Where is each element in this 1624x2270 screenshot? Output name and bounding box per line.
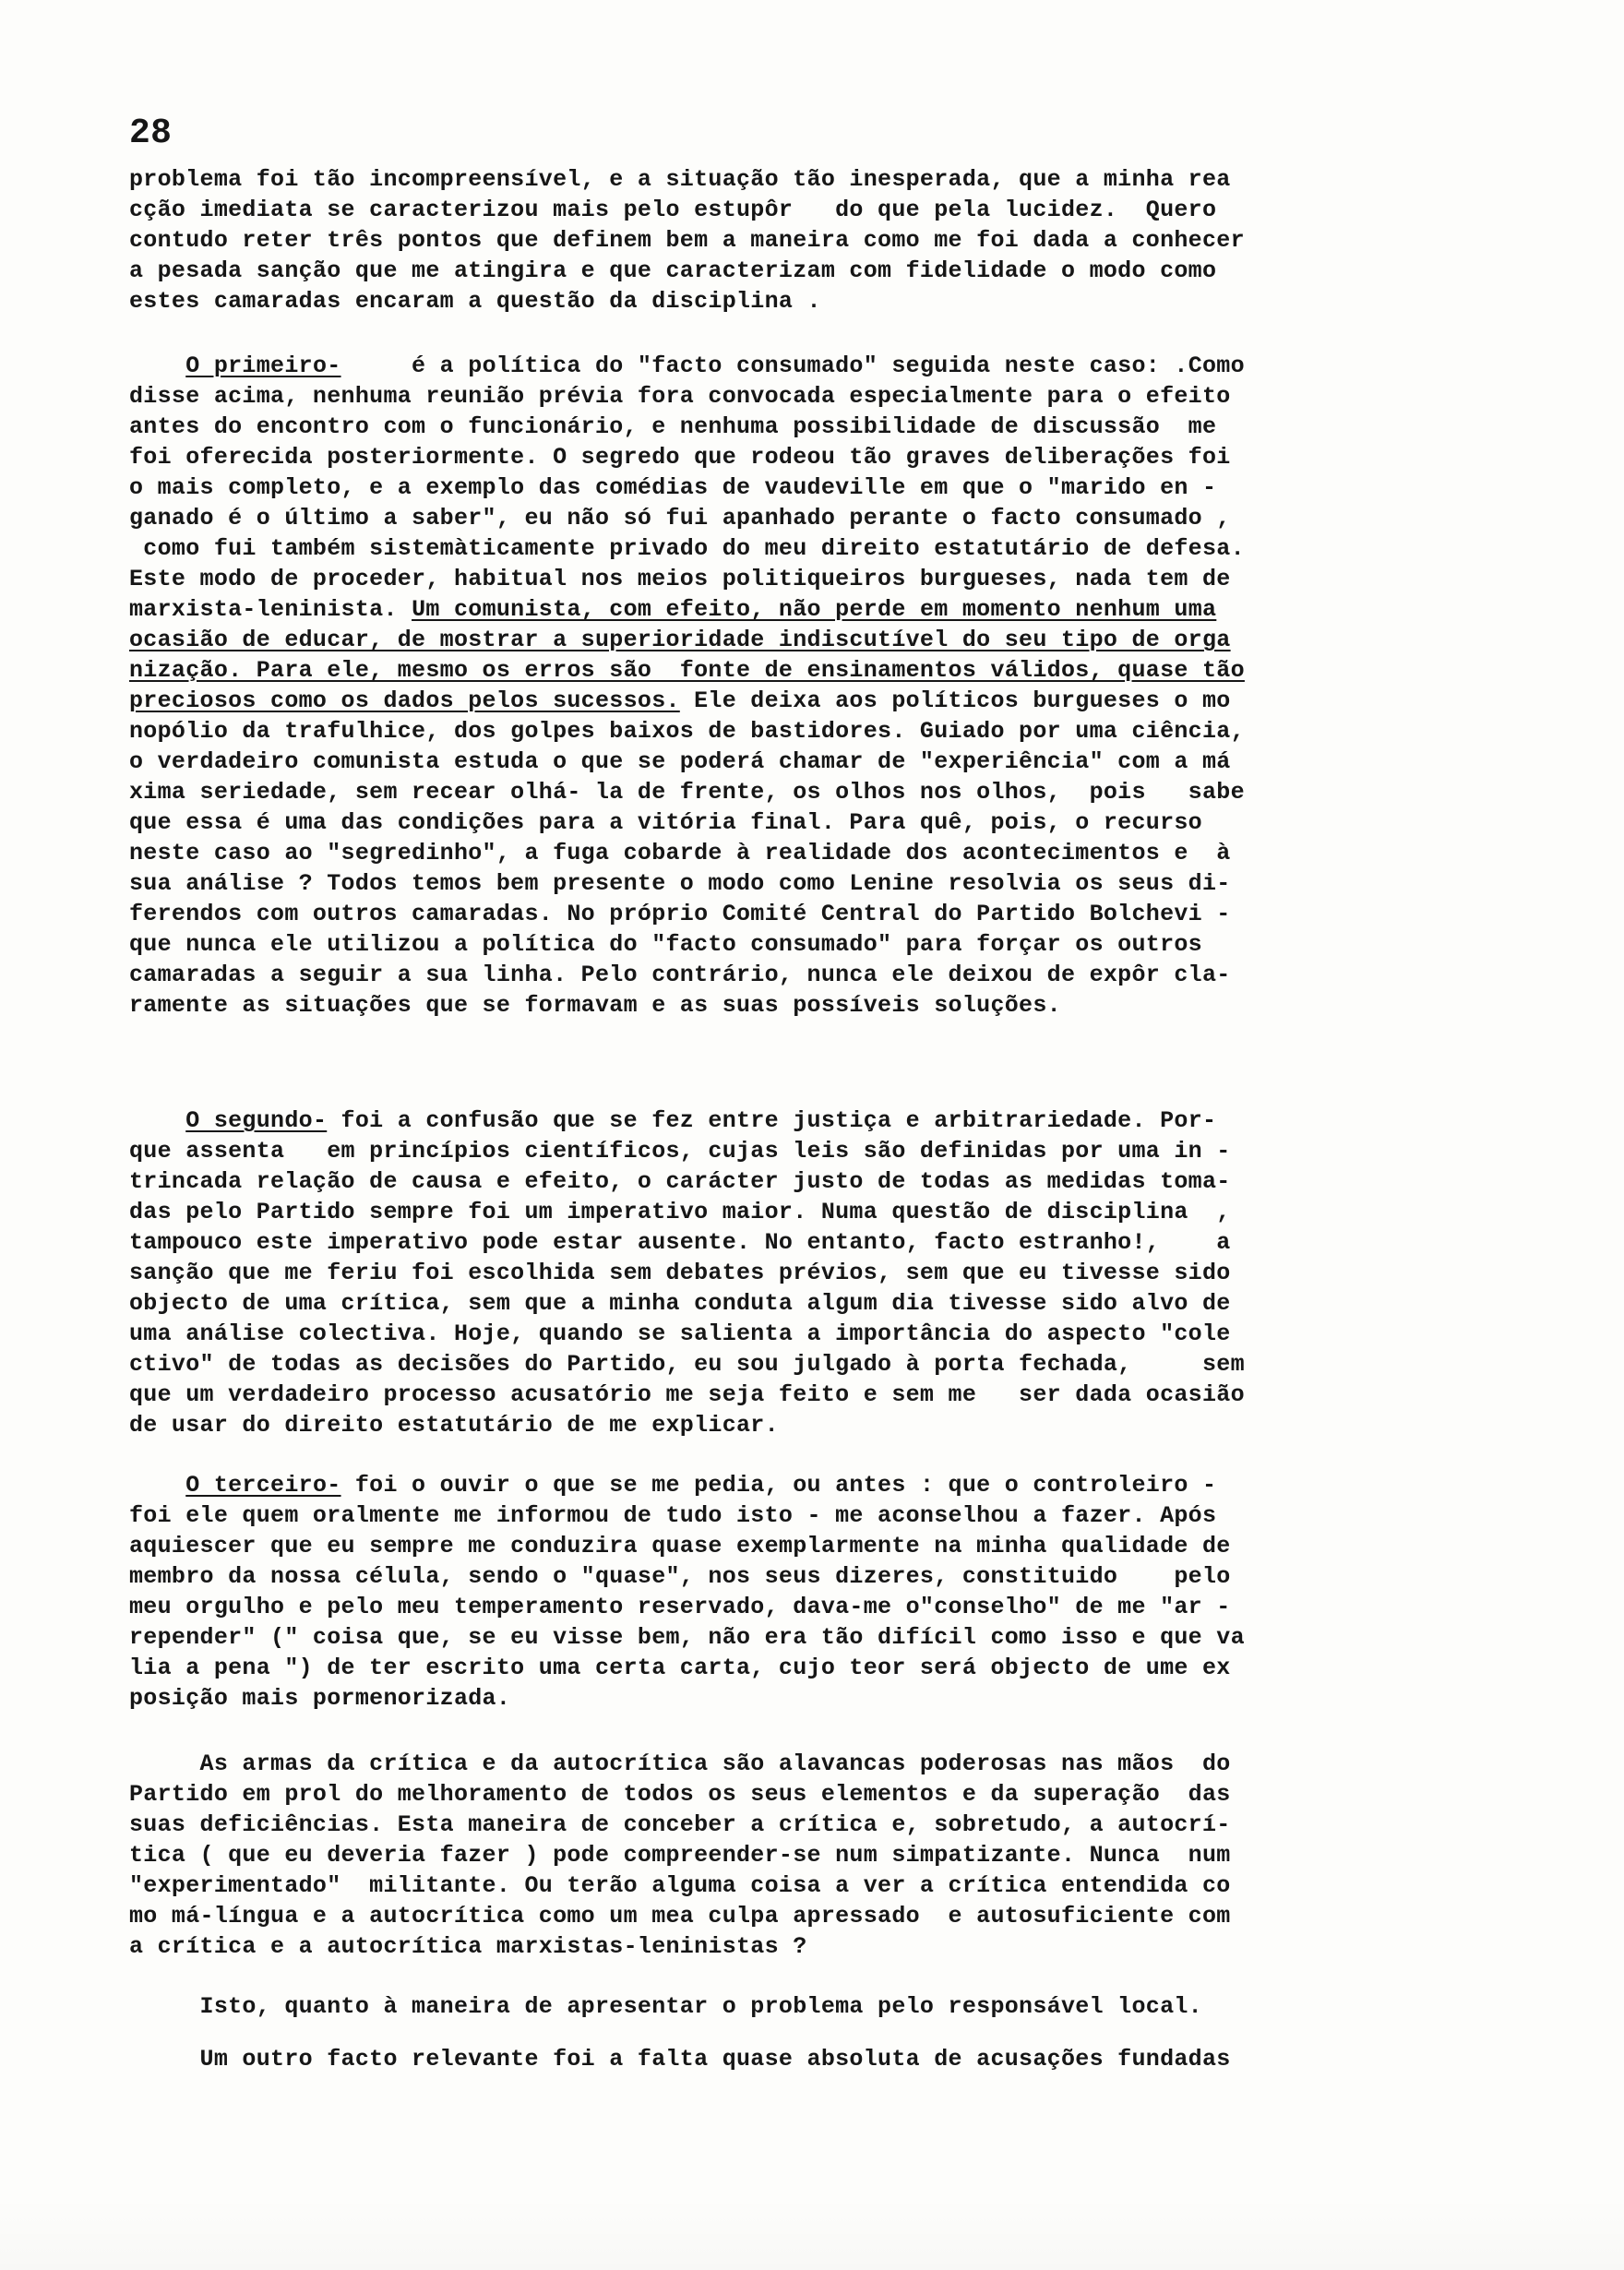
section-heading-primeiro: O primeiro-: [185, 352, 341, 379]
text-line: As armas da crítica e da autocrítica são alavancas poderosas nas mãos do: [129, 1750, 1231, 1777]
text-line: como fui também sistemàticamente privado do meu direito estatutário de defesa.: [129, 535, 1245, 562]
text-line: que essa é uma das condições para a vitória final. Para quê, pois, o recurso: [129, 809, 1202, 836]
paragraph-primeiro: [129, 351, 1541, 1021]
text-line: Partido em prol do melhoramento de todos os seus elementos e da superação das: [129, 1781, 1231, 1808]
text-line: disse acima, nenhuma reunião prévia fora convocada especialmente para o efeito: [129, 383, 1231, 410]
text-line: Este modo de proceder, habitual nos meios politiqueiros burgueses, nada tem de: [129, 566, 1231, 592]
text-line: a crítica e a autocrítica marxistas-leninistas ?: [129, 1933, 807, 1960]
text-line: Um outro facto relevante foi a falta quase absoluta de acusações fundadas: [129, 2046, 1231, 2073]
paragraph-isto: [129, 1991, 1541, 2022]
text-line: mo má-língua e a autocrítica como um mea culpa apressado e autosuficiente com: [129, 1903, 1231, 1930]
text-line: neste caso ao "segredinho", a fuga cobarde à realidade dos acontecimentos e à: [129, 840, 1231, 866]
text-line: sanção que me feriu foi escolhida sem debates prévios, sem que eu tivesse sido: [129, 1260, 1231, 1286]
text-line: membro da nossa célula, sendo o "quase", nos seus dizeres, constituido pelo: [129, 1563, 1231, 1590]
text-line: sua análise ? Todos temos bem presente o modo como Lenine resolvia os seus di-: [129, 870, 1231, 897]
text-line: aquiescer que eu sempre me conduzira quase exemplarmente na minha qualidade de: [129, 1533, 1231, 1559]
section-heading-terceiro: O terceiro-: [185, 1472, 341, 1499]
page-shadow: [0, 2196, 1624, 2270]
text-line: contudo reter três pontos que definem bem a maneira como me foi dada a conhecer: [129, 227, 1245, 254]
text-line: ferendos com outros camaradas. No próprio Comité Central do Partido Bolchevi -: [129, 901, 1231, 927]
text-line: lia a pena ") de ter escrito uma certa carta, cujo teor será objecto de ume ex: [129, 1655, 1231, 1681]
text-line: [129, 655, 1541, 686]
text-line: preciosos como os dados pelos sucessos. Ele deixa aos políticos burgueses o mo: [129, 687, 1231, 714]
text-line: nopólio da trafulhice, dos golpes baixos de bastidores. Guiado por uma ciência,: [129, 718, 1245, 745]
text-line: das pelo Partido sempre foi um imperativo maior. Numa questão de disciplina ,: [129, 1199, 1231, 1225]
text-line: meu orgulho e pelo meu temperamento reservado, dava-me o"conselho" de me "ar -: [129, 1594, 1231, 1620]
underlined-passage: preciosos como os dados pelos sucessos.: [129, 687, 680, 714]
text-line: o verdadeiro comunista estuda o que se poderá chamar de "experiência" com a má: [129, 748, 1231, 775]
paragraph-terceiro: [129, 1470, 1541, 1714]
text-line: camaradas a seguir a sua linha. Pelo contrário, nunca ele deixou de expôr cla-: [129, 962, 1231, 988]
text-line: uma análise colectiva. Hoje, quando se salienta a importância do aspecto "cole: [129, 1320, 1231, 1347]
text-line: Isto, quanto à maneira de apresentar o problema pelo responsável local.: [129, 1993, 1202, 2020]
underlined-passage: nização. Para ele, mesmo os erros são fonte de ensinamentos válidos, quase tão: [129, 657, 1245, 684]
paragraph-intro: [129, 164, 1541, 317]
text-line: que um verdadeiro processo acusatório me seja feito e sem me ser dada ocasião: [129, 1381, 1245, 1408]
text-line: trincada relação de causa e efeito, o carácter justo de todas as medidas toma-: [129, 1168, 1231, 1195]
section-heading-segundo: O segundo-: [185, 1107, 328, 1134]
text-line: foi ele quem oralmente me informou de tudo isto - me aconselhou a fazer. Após: [129, 1502, 1217, 1529]
paragraph-segundo: [129, 1105, 1541, 1440]
text-line: estes camaradas encaram a questão da disciplina .: [129, 288, 821, 315]
text-line: ganado é o último a saber", eu não só fui apanhado perante o facto consumado ,: [129, 505, 1231, 532]
text-line: marxista-leninista. Um comunista, com efeito, não perde em momento nenhum uma: [129, 596, 1217, 623]
text-line: repender" (" coisa que, se eu visse bem, não era tão difícil como isso e que va: [129, 1624, 1245, 1651]
paragraph-outro: [129, 2044, 1541, 2074]
text-line: ramente as situações que se formavam e as suas possíveis soluções.: [129, 992, 1061, 1019]
text-line: suas deficiências. Esta maneira de conceber a crítica e, sobretudo, a autocrí-: [129, 1811, 1231, 1838]
text-line: O segundo- foi a confusão que se fez entre justiça e arbitrariedade. Por-: [185, 1107, 1217, 1134]
text-line: que nunca ele utilizou a política do "facto consumado" para forçar os outros: [129, 931, 1202, 958]
text-line: [129, 625, 1541, 655]
page-number: 28: [129, 114, 173, 153]
text-line: de usar do direito estatutário de me explicar.: [129, 1412, 779, 1439]
text-line: foi oferecida posteriormente. O segredo que rodeou tão graves deliberações foi: [129, 444, 1231, 471]
underlined-passage: Um comunista, com efeito, não perde em momento nenhum uma: [412, 596, 1217, 623]
text-line: cção imediata se caracterizou mais pelo estupôr do que pela lucidez. Quero: [129, 197, 1217, 223]
text-line: a pesada sanção que me atingira e que caracterizam com fidelidade o modo como: [129, 257, 1217, 284]
text-line: O primeiro- é a política do "facto consumado" seguida neste caso: .Como: [185, 352, 1245, 379]
text-line: o mais completo, e a exemplo das comédias de vaudeville em que o "marido en -: [129, 474, 1217, 501]
text-line: ctivo" de todas as decisões do Partido, eu sou julgado à porta fechada, sem: [129, 1351, 1245, 1378]
text-line: antes do encontro com o funcionário, e nenhuma possibilidade de discussão me: [129, 413, 1217, 440]
text-line: xima seriedade, sem recear olhá- la de frente, os olhos nos olhos, pois sabe: [129, 779, 1245, 806]
text-line: tica ( que eu deveria fazer ) pode compreender-se num simpatizante. Nunca num: [129, 1842, 1231, 1869]
underlined-passage: ocasião de educar, de mostrar a superioridade indiscutível do seu tipo de orga: [129, 627, 1231, 653]
text-line: problema foi tão incompreensível, e a situação tão inesperada, que a minha rea: [129, 166, 1231, 193]
text-line: que assenta em princípios científicos, cujas leis são definidas por uma in -: [129, 1138, 1231, 1165]
text-line: tampouco este imperativo pode estar ausente. No entanto, facto estranho!, a: [129, 1229, 1231, 1256]
paragraph-armas: [129, 1749, 1541, 1962]
text-line: "experimentado" militante. Ou terão alguma coisa a ver a crítica entendida co: [129, 1872, 1231, 1899]
text-line: posição mais pormenorizada.: [129, 1685, 511, 1712]
text-line: O terceiro- foi o ouvir o que se me pedia, ou antes : que o controleiro -: [185, 1472, 1217, 1499]
text-line: objecto de uma crítica, sem que a minha conduta algum dia tivesse sido alvo de: [129, 1290, 1231, 1317]
